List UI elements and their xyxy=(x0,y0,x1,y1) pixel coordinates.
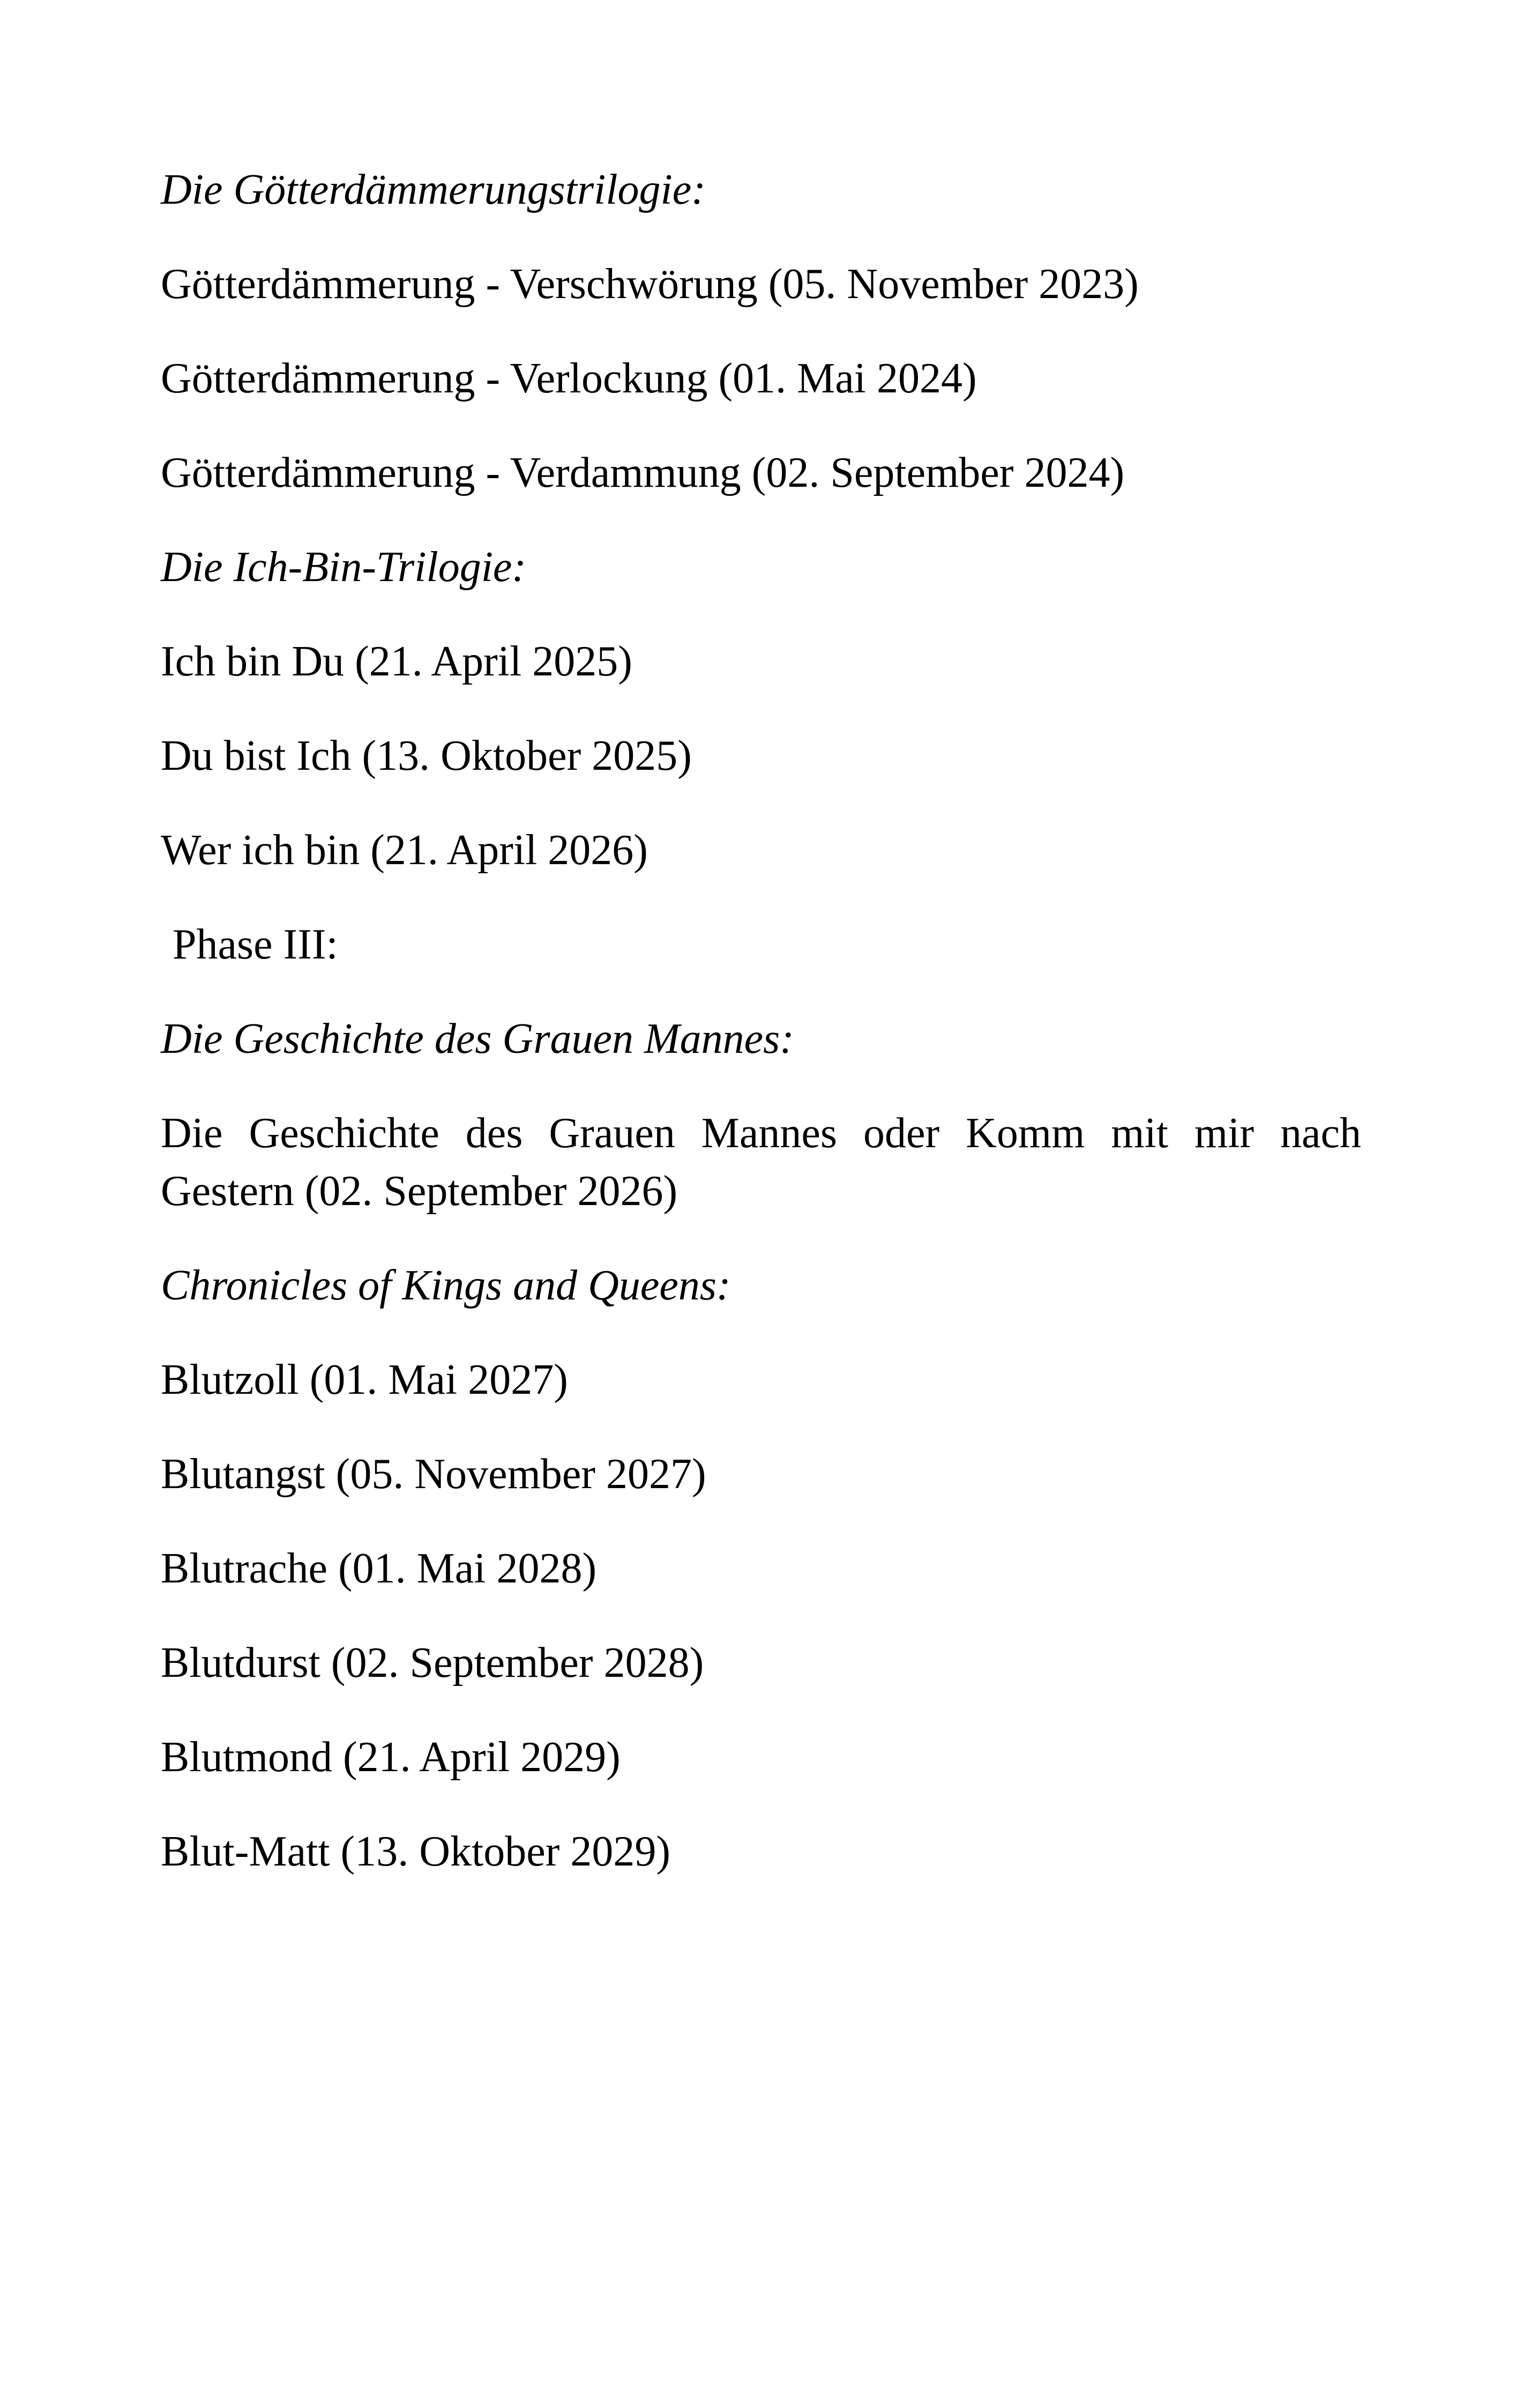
series-heading-chronicles: Chronicles of Kings and Queens: xyxy=(161,1262,731,1309)
book-entry-blutrache: Blutrache (01. Mai 2028) xyxy=(161,1545,597,1592)
book-entry-blutangst: Blutangst (05. November 2027) xyxy=(161,1451,706,1498)
book-entry-verschwoerung: Götterdämmerung - Verschwörung (05. November 2023) xyxy=(161,261,1139,308)
book-entry-wer-ich-bin: Wer ich bin (21. April 2026) xyxy=(161,827,648,874)
series-heading-goetterdaemmerung: Die Götterdämmerungstrilogie: xyxy=(161,166,706,213)
book-entry-blut-matt: Blut-Matt (13. Oktober 2029) xyxy=(161,1828,670,1875)
series-heading-grauer-mann: Die Geschichte des Grauen Mannes: xyxy=(161,1015,794,1062)
book-entry-blutmond: Blutmond (21. April 2029) xyxy=(161,1734,621,1781)
series-heading-ich-bin: Die Ich-Bin-Trilogie: xyxy=(161,544,527,591)
book-entry-blutdurst: Blutdurst (02. September 2028) xyxy=(161,1639,704,1686)
book-entry-verlockung: Götterdämmerung - Verlockung (01. Mai 2024) xyxy=(161,355,977,402)
book-entry-grauer-mann: Die Geschichte des Grauen Mannes oder Komm mit mir nach Gestern (02. September 2026) xyxy=(161,1110,1361,1215)
book-entry-ich-bin-du: Ich bin Du (21. April 2025) xyxy=(161,638,632,685)
book-entry-du-bist-ich: Du bist Ich (13. Oktober 2025) xyxy=(161,732,692,779)
phase-heading: Phase III: xyxy=(173,921,338,968)
book-entry-blutzoll: Blutzoll (01. Mai 2027) xyxy=(161,1356,568,1403)
book-entry-verdammung: Götterdämmerung - Verdammung (02. September 2024) xyxy=(161,449,1125,496)
